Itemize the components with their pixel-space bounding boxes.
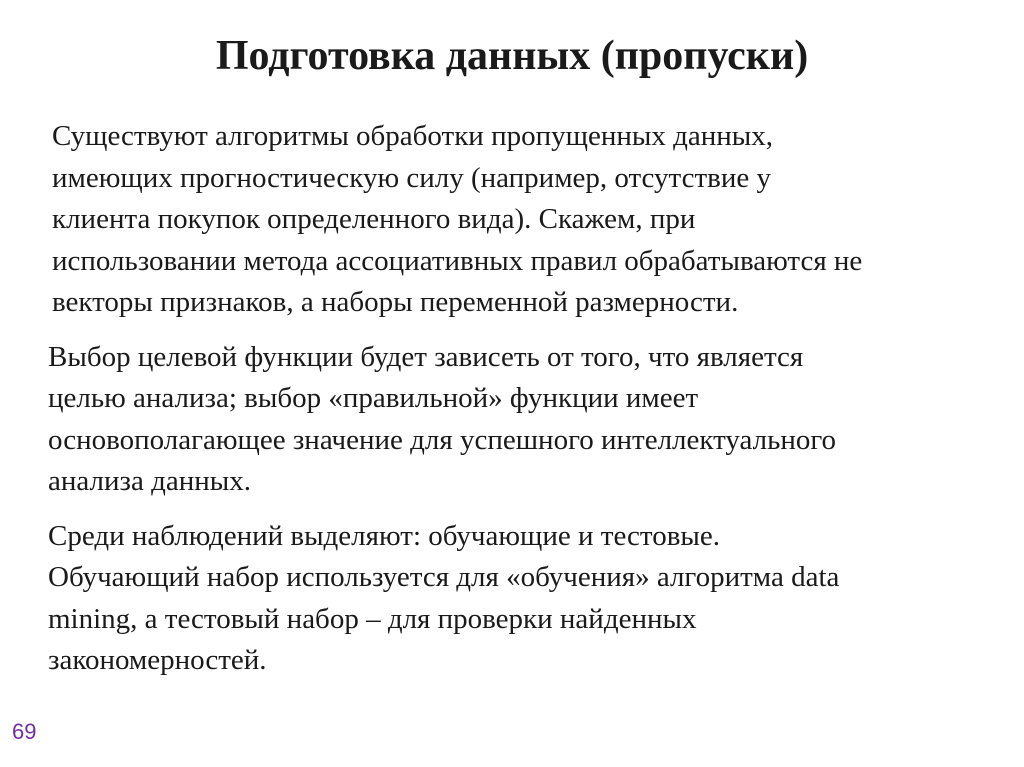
- paragraph-line: Существуют алгоритмы обработки пропущенных данных,: [52, 120, 773, 152]
- paragraph-line: использовании метода ассоциативных правил обрабатываются не: [52, 244, 863, 277]
- paragraph-train-test-sets: [48, 516, 998, 682]
- paragraph-target-function: [48, 337, 998, 503]
- slide-title: Подготовка данных (пропуски): [215, 33, 809, 79]
- page-number: 69: [12, 719, 37, 744]
- paragraph-line: целью анализа; выбор «правильной» функции имеет: [48, 382, 699, 414]
- paragraph-line: mining, а тестовый набор – для проверки найденных: [48, 602, 697, 635]
- paragraph-missing-data-algorithms: [48, 116, 998, 324]
- paragraph-line: клиента покупок определенного вида). Скажем, при: [52, 203, 696, 235]
- paragraph-line: закономерностей.: [48, 644, 267, 676]
- paragraph-line: Выбор целевой функции будет зависеть от того, что является: [48, 340, 804, 373]
- slide-body: [48, 116, 998, 695]
- paragraph-line: имеющих прогностическую силу (например, отсутствие у: [52, 161, 771, 194]
- paragraph-line: векторы признаков, а наборы переменной размерности.: [52, 286, 739, 318]
- paragraph-line: Обучающий набор используется для «обучения» алгоритма data: [48, 561, 840, 593]
- paragraph-line: основополагающее значение для успешного интеллектуального: [48, 423, 837, 456]
- paragraph-line: анализа данных.: [48, 465, 251, 497]
- paragraph-line: Среди наблюдений выделяют: обучающие и тестовые.: [48, 519, 720, 552]
